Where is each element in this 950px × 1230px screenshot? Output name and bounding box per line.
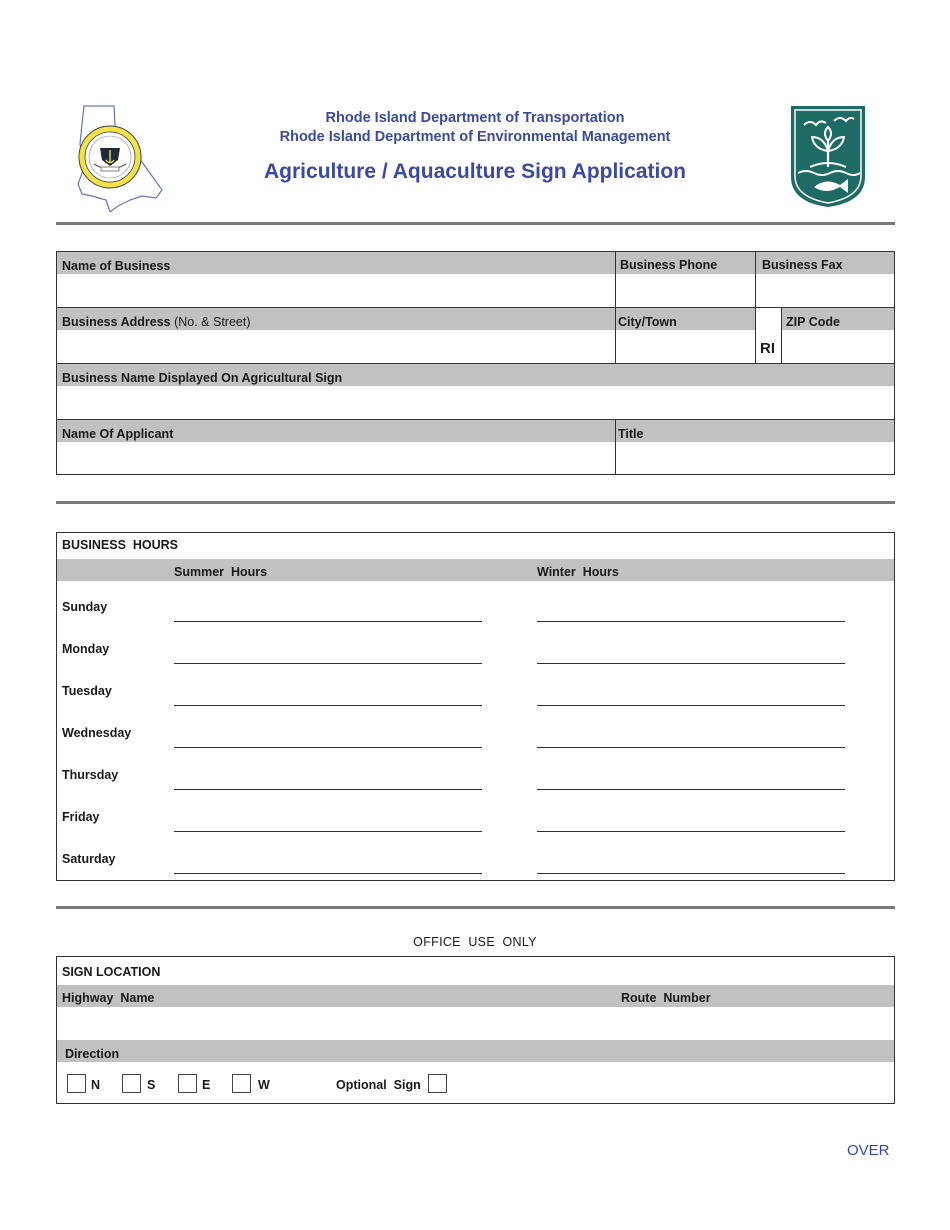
optional-sign-label: Optional Sign <box>336 1078 421 1092</box>
business-fax-input[interactable] <box>756 275 894 307</box>
route-number-label: Route Number <box>621 991 711 1005</box>
business-info-table <box>56 251 895 475</box>
applicant-name-label: Name Of Applicant <box>62 427 174 441</box>
saturday-winter-input[interactable] <box>537 853 845 873</box>
dept-line-1: Rhode Island Department of Transportation <box>325 110 625 126</box>
winter-hours-label: Winter Hours <box>537 565 619 579</box>
section-divider-1 <box>56 501 895 504</box>
direction-w-label: W <box>258 1078 270 1092</box>
ridem-logo <box>790 105 866 208</box>
friday-winter-input[interactable] <box>537 811 845 831</box>
direction-label: Direction <box>65 1047 120 1061</box>
city-town-label: City/Town <box>618 315 677 329</box>
header-divider <box>56 222 895 225</box>
title-input[interactable] <box>616 443 894 474</box>
city-town-input[interactable] <box>616 331 755 363</box>
sign-location-table <box>56 956 895 1104</box>
day-monday: Monday <box>62 642 110 656</box>
direction-w-checkbox[interactable] <box>232 1074 251 1093</box>
page-title: Agriculture / Aquaculture Sign Application <box>264 160 686 183</box>
business-name-label: Name of Business <box>62 259 171 273</box>
day-friday: Friday <box>62 810 100 824</box>
summer-hours-label: Summer Hours <box>174 565 268 579</box>
sign-location-label: SIGN LOCATION <box>62 965 161 979</box>
business-hours-table <box>56 532 895 881</box>
optional-sign-checkbox[interactable] <box>428 1074 447 1093</box>
wednesday-winter-input[interactable] <box>537 727 845 747</box>
thursday-winter-input[interactable] <box>537 769 845 789</box>
highway-name-label: Highway Name <box>62 991 155 1005</box>
business-address-input[interactable] <box>57 331 614 363</box>
over-label: OVER <box>847 1142 890 1159</box>
route-number-input[interactable] <box>615 1008 894 1040</box>
zip-code-input[interactable] <box>782 331 894 363</box>
business-address-label <box>62 315 251 329</box>
title-label: Title <box>618 427 644 441</box>
saturday-summer-input[interactable] <box>174 853 482 873</box>
business-phone-label: Business Phone <box>620 258 718 272</box>
direction-n-checkbox[interactable] <box>67 1074 86 1093</box>
office-use-heading: OFFICE USE ONLY <box>413 935 537 949</box>
highway-name-input[interactable] <box>57 1008 612 1040</box>
direction-n-label: N <box>91 1078 101 1092</box>
business-address-hint: (No. & Street) <box>174 315 251 329</box>
monday-winter-input[interactable] <box>537 643 845 663</box>
sunday-winter-input[interactable] <box>537 601 845 621</box>
day-wednesday: Wednesday <box>62 726 132 740</box>
day-thursday: Thursday <box>62 768 119 782</box>
applicant-name-input[interactable] <box>57 443 614 474</box>
business-phone-input[interactable] <box>616 275 755 307</box>
sign-business-name-input[interactable] <box>57 387 894 419</box>
tuesday-summer-input[interactable] <box>174 685 482 705</box>
direction-s-checkbox[interactable] <box>122 1074 141 1093</box>
direction-e-label: E <box>202 1078 211 1092</box>
sunday-summer-input[interactable] <box>174 601 482 621</box>
section-divider-2 <box>56 906 895 909</box>
business-address-label-text: Business Address <box>62 315 171 329</box>
sign-business-name-label: Business Name Displayed On Agricultural Sign <box>62 371 343 385</box>
business-hours-heading: BUSINESS HOURS <box>62 538 178 552</box>
direction-s-label: S <box>147 1078 156 1092</box>
business-fax-label: Business Fax <box>762 258 843 272</box>
day-sunday: Sunday <box>62 600 108 614</box>
friday-summer-input[interactable] <box>174 811 482 831</box>
wednesday-summer-input[interactable] <box>174 727 482 747</box>
tuesday-winter-input[interactable] <box>537 685 845 705</box>
day-saturday: Saturday <box>62 852 116 866</box>
monday-summer-input[interactable] <box>174 643 482 663</box>
zip-code-label: ZIP Code <box>786 315 840 329</box>
dept-line-2: Rhode Island Department of Environmental Management <box>279 129 671 145</box>
direction-e-checkbox[interactable] <box>178 1074 197 1093</box>
business-name-input[interactable] <box>57 275 614 307</box>
day-tuesday: Tuesday <box>62 684 112 698</box>
thursday-summer-input[interactable] <box>174 769 482 789</box>
state-value: RI <box>760 340 775 357</box>
